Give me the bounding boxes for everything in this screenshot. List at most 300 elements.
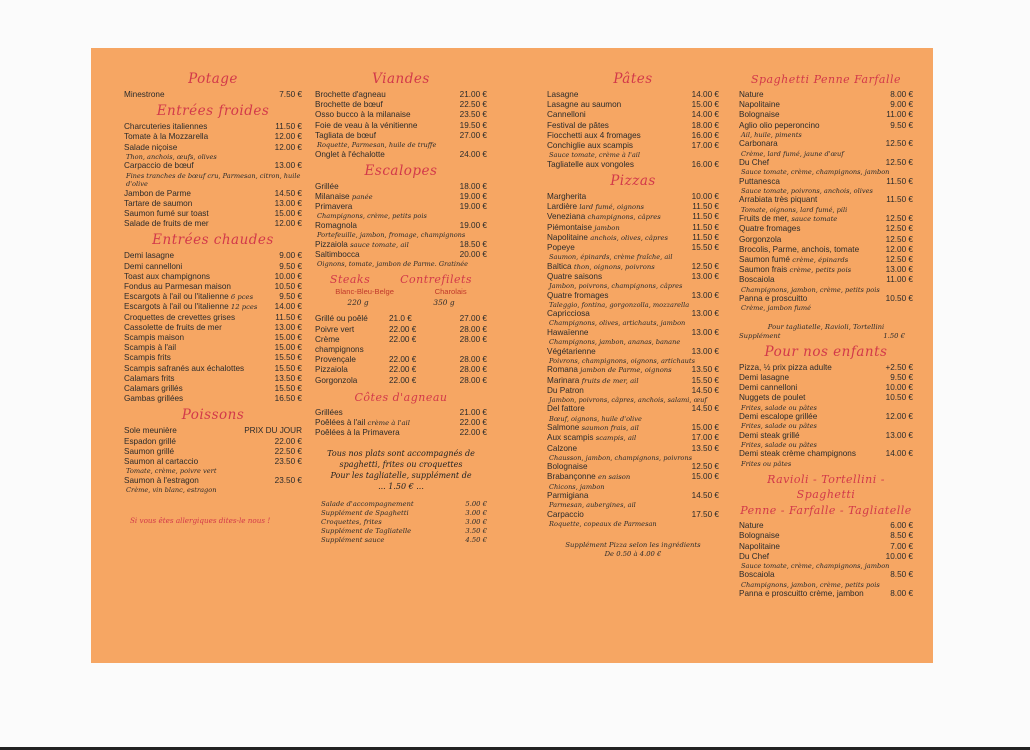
- item-name-text: Fruits de mer,: [739, 214, 790, 224]
- item-price: 14.00 €: [691, 90, 719, 99]
- menu-item: [547, 472, 719, 491]
- section-enfants: [739, 345, 913, 468]
- menu-item-row: [315, 110, 487, 120]
- item-price: 9.50 €: [279, 292, 302, 302]
- section-title: Ravioli - Tortellini - Spaghetti: [767, 473, 885, 502]
- item-name-text: Aux scampis: [547, 433, 594, 443]
- item-name-text: Parmigiana: [547, 491, 589, 501]
- item-name-text: Escargots à l'ail ou l'italienne: [124, 292, 229, 302]
- item-name: [124, 364, 244, 374]
- item-name: [547, 462, 588, 472]
- item-name-text: Nature: [739, 90, 764, 99]
- item-name-text: Calamars frits: [124, 373, 175, 383]
- item-name: [739, 177, 780, 187]
- item-name-text: Sole meunière: [124, 426, 177, 436]
- item-price: 13.00 €: [691, 327, 719, 337]
- item-price: 10.00 €: [885, 551, 913, 561]
- item-name: [739, 224, 800, 234]
- item-price: 16.00 €: [691, 130, 719, 140]
- menu-item: [124, 353, 302, 363]
- item-description: Chicons, jambon: [549, 482, 605, 491]
- item-price: 22.50 €: [274, 446, 302, 456]
- contrefilet-price: 28.00 €: [459, 334, 487, 344]
- item-price: 12.50 €: [885, 254, 913, 264]
- contrefilets-origin: Charolais: [434, 287, 467, 297]
- item-name-text: Scampis maison: [124, 332, 185, 342]
- menu-item-row: [124, 374, 302, 384]
- item-name: [315, 250, 360, 260]
- item-name-text: Panna e proscuitto crème, jambon: [739, 589, 864, 599]
- item-name: [124, 122, 207, 132]
- menu-item: [739, 177, 913, 196]
- item-name-text: Brochette de bœuf: [315, 100, 383, 110]
- item-name: [739, 110, 780, 120]
- section-steaks: [315, 272, 487, 385]
- item-name: [547, 309, 590, 319]
- item-price: 10.00 €: [691, 191, 719, 201]
- item-name-text: Cassolette de fruits de mer: [124, 322, 222, 332]
- menu-item: [547, 212, 719, 222]
- menu-item: [124, 132, 302, 142]
- menu-item: [739, 110, 913, 120]
- section-escalopes: [315, 164, 487, 269]
- item-description: Poivrons, champignons, oignons, artichauts: [549, 356, 695, 365]
- item-price: 12.50 €: [885, 234, 913, 244]
- menu-item-row: [739, 110, 913, 120]
- steak-name: Grillé ou poêlé: [315, 314, 368, 324]
- menu-item: [739, 531, 913, 541]
- menu-item: [124, 333, 302, 343]
- item-price: 23.50 €: [459, 110, 487, 120]
- steak-row: [315, 335, 487, 355]
- item-name-text: Del fattore: [547, 404, 585, 414]
- menu-item: [547, 192, 719, 202]
- item-description: Sauce tomate, crème, champignons, jambon: [741, 561, 890, 570]
- menu-item: [547, 433, 719, 443]
- menu-item-row: [124, 333, 302, 343]
- menu-item: [547, 160, 719, 170]
- pizza-footnote-line: Supplément Pizza selon les ingrédients: [565, 540, 701, 549]
- item-name-text: Pizzaiola: [315, 239, 348, 249]
- steak-name: Crème champignons: [315, 334, 364, 355]
- menu-item-row: [124, 272, 302, 282]
- menu-item: [124, 374, 302, 384]
- item-inline-desc: 6 pces: [230, 293, 254, 302]
- item-price: 13.50 €: [274, 373, 302, 383]
- item-name-text: Bolognaise: [739, 531, 780, 541]
- menu-item-row: [124, 384, 302, 394]
- accompaniment-line: spaghetti, frites ou croquettes: [339, 460, 463, 470]
- item-name: [315, 192, 373, 202]
- item-name-text: Calamars grillés: [124, 383, 183, 393]
- item-name-text: Boscaiola: [739, 570, 775, 580]
- item-name: [547, 272, 602, 282]
- menu-item: [547, 462, 719, 472]
- menu-item-row: [739, 449, 913, 459]
- menu-item: [547, 347, 719, 366]
- item-name: [547, 444, 577, 454]
- item-price: 13.00 €: [691, 271, 719, 281]
- menu-item: [739, 412, 913, 431]
- item-price: 9.50 €: [279, 261, 302, 271]
- menu-item: [124, 161, 302, 188]
- item-price: 19.00 €: [459, 202, 487, 212]
- item-name: [739, 294, 807, 304]
- supplement-name: Supplément de Tagliatelle: [321, 527, 412, 536]
- item-name: [739, 373, 789, 383]
- menu-item-row: [739, 177, 913, 187]
- menu-item: [315, 100, 487, 110]
- contrefilets-title: Contrefilets: [400, 273, 473, 287]
- item-name: [739, 158, 769, 168]
- item-price: 14.00 €: [274, 302, 302, 312]
- item-name: [124, 219, 209, 229]
- item-price: 14.50 €: [691, 385, 719, 395]
- item-name: [547, 160, 634, 170]
- item-price: 12.50 €: [885, 139, 913, 149]
- section-title: Poissons: [181, 407, 245, 424]
- item-name-text: Saumon à l'estragon: [124, 475, 199, 485]
- item-inline-desc: lard fumé, oignons: [579, 203, 644, 212]
- menu-item: [547, 491, 719, 510]
- menu-item-row: [739, 195, 913, 205]
- item-name-text: Aglio olio peperoncino: [739, 120, 820, 130]
- steaks-headers: [315, 272, 487, 287]
- item-name-text: Fiocchetti aux 4 fromages: [547, 130, 641, 140]
- menu-item: [547, 141, 719, 160]
- item-description: Bœuf, oignons, huile d'olive: [549, 414, 642, 423]
- item-name-text: Minestrone: [124, 90, 165, 99]
- menu-item-row: [739, 255, 913, 265]
- item-name-text: Toast aux champignons: [124, 271, 211, 281]
- section-title: Pizzas: [610, 172, 656, 189]
- item-price: 21.00 €: [459, 90, 487, 99]
- item-name: [547, 423, 639, 433]
- item-price: 27.00 €: [459, 130, 487, 140]
- menu-item-row: [547, 328, 719, 338]
- menu-item-row: [739, 265, 913, 275]
- menu-item-row: [547, 262, 719, 272]
- item-name: [315, 221, 357, 231]
- menu-item-row: [315, 418, 487, 428]
- menu-item-row: [547, 100, 719, 110]
- menu-item-row: [124, 437, 302, 447]
- item-price: 9.00 €: [890, 100, 913, 110]
- item-price: 15.00 €: [691, 423, 719, 433]
- item-inline-desc: 12 pces: [230, 303, 258, 312]
- item-name: [547, 192, 586, 202]
- menu-item-row: [124, 219, 302, 229]
- item-name: [124, 251, 174, 261]
- item-inline-desc: saumon frais, ail: [581, 424, 639, 433]
- item-name-text: Scampis à l'ail: [124, 343, 177, 353]
- item-inline-desc: scampis, ail: [595, 434, 637, 443]
- menu-item: [547, 423, 719, 433]
- item-name: [315, 110, 411, 120]
- item-inline-desc: en saison: [598, 473, 631, 482]
- item-price: 13.00 €: [885, 265, 913, 275]
- item-price: 15.00 €: [274, 332, 302, 342]
- menu-item-row: [739, 214, 913, 224]
- menu-item: [547, 121, 719, 131]
- menu-item: [124, 447, 302, 457]
- section-pates: [547, 72, 719, 170]
- menu-item: [315, 221, 487, 240]
- column-1: [124, 68, 302, 525]
- item-name: [315, 131, 376, 141]
- menu-item: [739, 570, 913, 589]
- item-name: [739, 363, 832, 373]
- menu-item-row: [124, 476, 302, 486]
- section-title: Pour nos enfants: [764, 343, 888, 360]
- item-inline-desc: jambon de Parme, oignons: [580, 366, 672, 375]
- menu-item: [124, 426, 302, 436]
- menu-item-row: [124, 90, 302, 100]
- item-price: 11.50 €: [692, 212, 719, 222]
- item-description: Jambon, poivrons, champignons, câpres: [549, 282, 683, 291]
- item-name-text: Boscaiola: [739, 275, 775, 285]
- supplement-price: 3.50 €: [465, 527, 487, 536]
- item-description: Crème, lard fumé, jaune d'œuf: [741, 149, 844, 158]
- menu-item: [547, 328, 719, 347]
- menu-item: [739, 235, 913, 245]
- item-name: [124, 394, 183, 404]
- accompaniment-line: Tous nos plats sont accompagnés de: [327, 449, 475, 459]
- steak-price: 22.00 €: [389, 355, 417, 365]
- item-name-text: Du Chef: [739, 158, 770, 168]
- menu-item: [124, 251, 302, 261]
- item-price: 19.00 €: [459, 191, 487, 201]
- menu-item-row: [739, 383, 913, 393]
- item-name-text: Lasagne au saumon: [547, 100, 622, 110]
- item-name-text: Veneziana: [547, 212, 586, 222]
- menu-item-row: [315, 250, 487, 260]
- item-name-text: Napolitaine: [547, 232, 588, 242]
- item-name: [124, 199, 192, 209]
- menu-item: [547, 510, 719, 529]
- menu-item-row: [124, 199, 302, 209]
- item-price: 20.00 €: [459, 249, 487, 259]
- item-name-text: Brochette d'agneau: [315, 90, 386, 99]
- menu-item-row: [124, 143, 302, 153]
- item-name: [739, 100, 780, 110]
- item-name-text: Conchiglie aux scampis: [547, 141, 634, 151]
- item-name-text: Demi lasagne: [124, 251, 175, 261]
- item-name: [124, 302, 257, 312]
- item-description: Champignons, olives, artichauts, jambon: [549, 319, 686, 328]
- item-name-text: Salmone: [547, 423, 580, 433]
- menu-item: [547, 110, 719, 120]
- menu-item: [315, 131, 487, 150]
- menu-item: [124, 209, 302, 219]
- item-name-text: Primavera: [315, 202, 353, 212]
- item-inline-desc: fruits de mer, ail: [581, 376, 639, 385]
- item-description: Champignons, jambon, crème, petits pois: [741, 580, 880, 589]
- supplement-name: Salade d'accompagnement: [321, 500, 414, 509]
- menu-item-row: [124, 292, 302, 302]
- menu-item: [739, 224, 913, 234]
- section-title: Viandes: [372, 71, 430, 87]
- menu-item: [547, 444, 719, 463]
- item-name-text: Carpaccio: [547, 509, 584, 519]
- menu-item: [739, 90, 913, 100]
- item-name-text: Gambas grillées: [124, 394, 184, 404]
- menu-item: [739, 100, 913, 110]
- item-name: [124, 272, 210, 282]
- item-description: Frites, salade ou pâtes: [741, 440, 817, 449]
- item-price: 10.50 €: [885, 294, 913, 304]
- menu-item-row: [547, 233, 719, 243]
- item-price: 12.00 €: [274, 219, 302, 229]
- steak-name: Provençale: [315, 355, 356, 365]
- item-name-text: Hawaïenne: [547, 327, 589, 337]
- item-description: Tomate, crème, poivre vert: [126, 467, 217, 476]
- item-price: 14.00 €: [885, 449, 913, 459]
- item-name-text: Nuggets de poulet: [739, 393, 806, 403]
- item-name-text: Baltica: [547, 261, 572, 271]
- section-ravioli: [739, 472, 913, 599]
- menu-item-row: [547, 212, 719, 222]
- section-title: Potage: [188, 71, 238, 87]
- item-price: 18.50 €: [459, 239, 487, 249]
- item-name-text: Demi escalope grillée: [739, 412, 818, 422]
- item-price: 13.00 €: [274, 161, 302, 171]
- item-price: 13.00 €: [885, 430, 913, 440]
- item-price: 15.50 €: [274, 353, 302, 363]
- item-name: [739, 589, 864, 599]
- item-name: [547, 472, 630, 482]
- item-name: [315, 240, 409, 250]
- item-description: Frites, salade ou pâtes: [741, 422, 817, 431]
- menu-item-row: [739, 294, 913, 304]
- menu-item-row: [739, 589, 913, 599]
- item-inline-desc: jambon: [594, 223, 620, 232]
- section-title: Entrées froides: [156, 103, 270, 120]
- item-name-text: Saumon fumé: [739, 254, 790, 264]
- menu-item-row: [124, 251, 302, 261]
- menu-item: [547, 272, 719, 291]
- item-name-text: Puttanesca: [739, 176, 780, 186]
- item-name: [124, 292, 253, 302]
- menu-item-row: [547, 309, 719, 319]
- menu-item-row: [547, 291, 719, 301]
- item-name-text: Escargots à l'ail ou l'italienne: [124, 302, 229, 312]
- item-name: [547, 365, 672, 375]
- menu-item-row: [739, 100, 913, 110]
- menu-item: [124, 302, 302, 312]
- item-name-text: Scampis frits: [124, 353, 171, 363]
- item-name-text: Du Chef: [739, 551, 770, 561]
- pasta-note-price-row: [739, 332, 913, 341]
- item-name: [315, 182, 339, 192]
- item-name: [124, 132, 208, 142]
- menu-item-row: [124, 302, 302, 312]
- item-price: 8.00 €: [890, 90, 913, 99]
- item-name: [547, 376, 639, 386]
- menu-item-row: [124, 313, 302, 323]
- menu-item: [547, 233, 719, 243]
- item-price: 12.50 €: [691, 261, 719, 271]
- item-price: 15.50 €: [691, 242, 719, 252]
- contrefilet-price: 28.00 €: [459, 375, 487, 385]
- item-price: 7.00 €: [890, 541, 913, 551]
- steak-price: 22.00 €: [389, 365, 417, 375]
- item-name-text: Tagliata de bœuf: [315, 130, 376, 140]
- menu-item-row: [315, 240, 487, 250]
- item-name-text: Napolitaine: [739, 100, 780, 110]
- item-name: [739, 121, 820, 131]
- menu-item: [739, 552, 913, 571]
- menu-item: [315, 121, 487, 131]
- menu-item-row: [739, 570, 913, 580]
- item-name-text: Calzone: [547, 443, 578, 453]
- menu-item-row: [547, 160, 719, 170]
- pasta-note-label: Supplément: [739, 331, 781, 340]
- item-description: Chausson, jambon, champignons, poivrons: [549, 453, 692, 462]
- item-description: Parmesan, aubergines, ail: [549, 501, 636, 510]
- menu-item-row: [739, 363, 913, 373]
- item-name: [124, 189, 191, 199]
- item-inline-desc: crème à l'ail: [367, 419, 410, 428]
- menu-item-row: [124, 282, 302, 292]
- menu-item-row: [124, 323, 302, 333]
- menu-item: [739, 542, 913, 552]
- item-price: 15.00 €: [274, 208, 302, 218]
- menu-item-row: [547, 444, 719, 454]
- menu-item: [315, 428, 487, 438]
- item-name: [124, 323, 222, 333]
- item-name-text: Demi cannelloni: [739, 383, 798, 393]
- item-name: [124, 343, 176, 353]
- menu-item-row: [547, 365, 719, 375]
- menu-item: [739, 373, 913, 383]
- menu-item: [547, 365, 719, 375]
- menu-item: [739, 214, 913, 224]
- supplement-row: [315, 518, 487, 527]
- item-price: 13.50 €: [691, 443, 719, 453]
- item-price: 9.50 €: [890, 372, 913, 382]
- item-name-text: Poêlées à l'ail: [315, 418, 366, 428]
- menu-item: [124, 282, 302, 292]
- menu-item-row: [124, 209, 302, 219]
- item-price: 14.50 €: [691, 491, 719, 501]
- steak-name: Poivre vert: [315, 324, 355, 334]
- menu-item-row: [124, 353, 302, 363]
- menu-item: [124, 313, 302, 323]
- item-name: [315, 150, 385, 160]
- item-name-text: Salade de fruits de mer: [124, 219, 209, 229]
- menu-item: [124, 323, 302, 333]
- item-name: [315, 418, 410, 428]
- menu-item-row: [315, 150, 487, 160]
- item-name-text: Fondus au Parmesan maison: [124, 281, 231, 291]
- supplement-price: 5.00 €: [465, 500, 487, 509]
- item-name-text: Quatre fromages: [739, 224, 801, 234]
- item-price: +2.50 €: [885, 362, 913, 372]
- item-name: [124, 90, 165, 100]
- menu-item-row: [315, 221, 487, 231]
- item-name: [739, 195, 817, 205]
- item-description: Crème, jambon fumé: [741, 304, 812, 313]
- item-name: [739, 412, 817, 422]
- supplement-price: 3.00 €: [465, 518, 487, 527]
- item-name-text: Bolognaise: [739, 110, 780, 120]
- item-price: 11.50 €: [692, 222, 719, 232]
- menu-item: [124, 292, 302, 302]
- menu-item: [739, 265, 913, 275]
- menu-item-row: [739, 373, 913, 383]
- menu-item-row: [547, 121, 719, 131]
